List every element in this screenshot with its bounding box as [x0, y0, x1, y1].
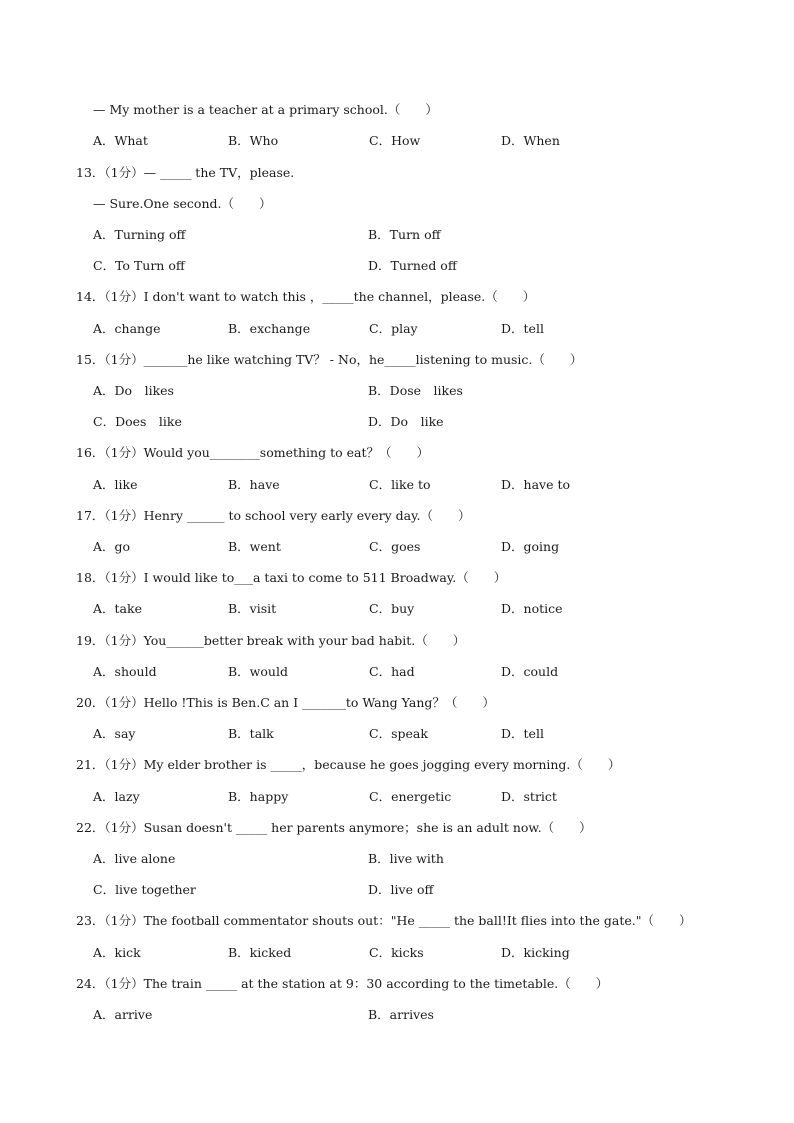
option-20-a: A．say [93, 726, 136, 741]
question-16-prompt: 16．（1分）Would you________something to eat？（ ） [76, 445, 429, 460]
question-24-prompt: 24．（1分）The train _____ at the station at 9：30 according to the timetable.（ ） [76, 976, 609, 991]
option-22-c: C．live together [93, 882, 196, 897]
option-22-d: D．live off [368, 882, 434, 897]
option-20-b: B．talk [228, 726, 274, 741]
option-20-d: D．tell [501, 726, 544, 741]
option-18-b: B．visit [228, 601, 277, 616]
option-19-a: A．should [93, 664, 157, 679]
question-12-answer-line: — My mother is a teacher at a primary school.（ ） [93, 102, 438, 117]
option-13-a: A．Turning off [93, 227, 186, 242]
question-13-reply: — Sure.One second.（ ） [93, 196, 272, 211]
option-19-b: B．would [228, 664, 288, 679]
option-24-a: A．arrive [93, 1007, 153, 1022]
question-13-prompt: 13．（1分）— _____ the TV，please. [76, 165, 295, 180]
option-21-d: D．strict [501, 789, 557, 804]
question-23-prompt: 23．（1分）The football commentator shouts out："He _____ the ball!It flies into the gate."（ ） [76, 913, 692, 928]
option-12-d: D．When [501, 133, 560, 148]
option-18-c: C．buy [369, 601, 415, 616]
option-13-b: B．Turn off [368, 227, 441, 242]
option-14-b: B．exchange [228, 321, 311, 336]
question-18-prompt: 18．（1分）I would like to___a taxi to come to 511 Broadway.（ ） [76, 570, 507, 585]
option-16-b: B．have [228, 477, 280, 492]
option-24-b: B．arrives [368, 1007, 434, 1022]
option-18-a: A．take [93, 601, 142, 616]
option-17-d: D．going [501, 539, 560, 554]
option-15-b: B．Dose likes [368, 383, 463, 398]
question-20-prompt: 20．（1分）Hello !This is Ben.C an I _______to Wang Yang？（ ） [76, 695, 495, 710]
question-14-prompt: 14．（1分）I don't want to watch this ，_____the channel，please.（ ） [76, 289, 536, 304]
option-19-d: D．could [501, 664, 559, 679]
option-13-c: C．To Turn off [93, 258, 185, 273]
option-16-d: D．have to [501, 477, 571, 492]
option-23-a: A．kick [93, 945, 141, 960]
option-21-c: C．energetic [369, 789, 452, 804]
option-23-c: C．kicks [369, 945, 424, 960]
question-22-prompt: 22．（1分）Susan doesn't _____ her parents anymore；she is an adult now.（ ） [76, 820, 592, 835]
option-22-b: B．live with [368, 851, 444, 866]
option-14-a: A．change [93, 321, 161, 336]
option-14-d: D．tell [501, 321, 544, 336]
option-18-d: D．notice [501, 601, 563, 616]
option-16-a: A．like [93, 477, 138, 492]
option-14-c: C．play [369, 321, 418, 336]
option-17-b: B．went [228, 539, 281, 554]
option-12-b: B．Who [228, 133, 279, 148]
question-17-prompt: 17．（1分）Henry ______ to school very early every day.（ ） [76, 508, 471, 523]
option-12-c: C．How [369, 133, 421, 148]
option-15-d: D．Do like [368, 414, 444, 429]
option-15-c: C．Does like [93, 414, 182, 429]
option-13-d: D．Turned off [368, 258, 457, 273]
option-22-a: A．live alone [93, 851, 176, 866]
option-20-c: C．speak [369, 726, 428, 741]
question-19-prompt: 19．（1分）You______better break with your bad habit.（ ） [76, 633, 466, 648]
option-19-c: C．had [369, 664, 415, 679]
option-17-a: A．go [93, 539, 131, 554]
option-15-a: A．Do likes [93, 383, 174, 398]
question-15-prompt: 15．（1分）_______he like watching TV？ - No，he_____listening to music.（ ） [76, 352, 583, 367]
option-23-d: D．kicking [501, 945, 570, 960]
option-23-b: B．kicked [228, 945, 292, 960]
option-17-c: C．goes [369, 539, 421, 554]
option-21-b: B．happy [228, 789, 289, 804]
option-12-a: A．What [93, 133, 148, 148]
option-16-c: C．like to [369, 477, 431, 492]
option-21-a: A．lazy [93, 789, 140, 804]
question-21-prompt: 21．（1分）My elder brother is _____，because he goes jogging every morning.（ ） [76, 757, 621, 772]
